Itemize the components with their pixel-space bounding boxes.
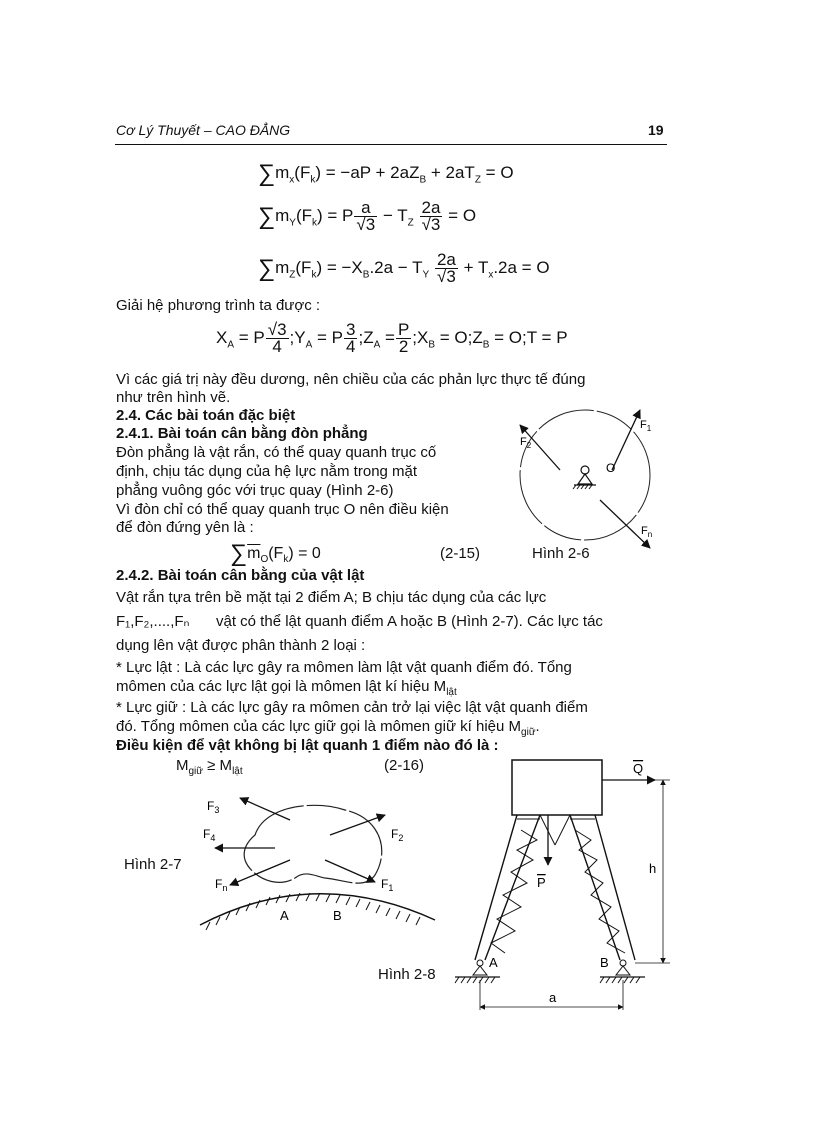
solution-line: $X_A = P$ $\frac{√3}{4}$ $;Y_A = P$ $\frac{3}{4}$ $;Z_A$ = $\frac{P}{2}$ $;X_B$ = $O;Z_B$ = O;T = P <box>216 320 568 356</box>
tower-right-leg <box>570 815 635 960</box>
label-f2: $F_2$ <box>520 436 532 450</box>
paragraph-line: dụng lên vật được phân thành 2 loại : <box>116 637 366 654</box>
ground-hatching <box>206 893 420 930</box>
label-a-dim: a <box>549 990 557 1005</box>
section-heading: 2.4.2. Bài toán cân bằng của vật lật <box>116 567 365 584</box>
label-f1: $F_1$ <box>381 877 394 893</box>
section-heading: 2.4. Các bài toán đặc biệt <box>116 407 296 424</box>
label-a: A <box>489 955 498 970</box>
force-f1-arrow <box>612 410 640 470</box>
equation-2-15: $\sum\overline{m}_O(F_k) = 0$ <box>230 540 321 567</box>
equation-mx: $\sum m_x(F_k) = -aP + 2aZ_B + 2aT_Z = O$ <box>258 160 514 187</box>
support-b <box>620 960 626 966</box>
equation-my: $\sum m_Y(F_k) = P$ $\frac{a}{√3}$ − $T_Z$ $\frac{2a}{√3}$ = O <box>258 198 477 234</box>
rigid-body-outline <box>244 805 382 883</box>
label-a: A <box>280 908 289 923</box>
bullet-line: * Lực giữ : Là các lực gây ra mômen cản trở lại việc lật vật quanh điểm <box>116 699 588 716</box>
figure-2-6-caption: Hình 2-6 <box>532 545 590 562</box>
tower-tank <box>512 760 602 815</box>
page-number: 19 <box>648 122 664 138</box>
figure-2-8 <box>445 755 685 1015</box>
paragraph-line: vật có thể lật quanh điểm A hoặc B (Hình 2-7). Các lực tác <box>216 613 603 630</box>
support-a <box>477 960 483 966</box>
figure-2-7 <box>195 790 445 940</box>
label-fn: $F_n$ <box>641 525 653 539</box>
tower-left-leg <box>475 815 540 960</box>
label-f4: $F_4$ <box>203 827 216 843</box>
equation-number: (2-16) <box>384 757 425 774</box>
paragraph-line: Vật rắn tựa trên bề mặt tại 2 điểm A; B chịu tác dụng của các lực <box>116 589 547 606</box>
force-fn-arrow <box>230 860 290 885</box>
label-fn: $F_n$ <box>215 877 228 893</box>
figure-2-8-caption: Hình 2-8 <box>378 966 436 983</box>
equation-2-16: $M_{giữ} \ge M_{lật}$ <box>176 757 243 777</box>
paragraph-line: phẳng vuông góc với trục quay (Hình 2-6) <box>116 482 394 499</box>
figure-2-7-caption: Hình 2-7 <box>124 856 182 873</box>
paragraph-line: như trên hình vẽ. <box>116 389 231 406</box>
solve-intro: Giải hệ phương trình ta được : <box>116 297 321 314</box>
label-f2: $F_2$ <box>391 827 404 843</box>
force-fn-arrow <box>600 500 653 548</box>
pivot-support <box>578 474 592 484</box>
header-rule <box>115 144 667 145</box>
bullet-line: mômen của các lực lật gọi là mômen lật kí hiệu $M_{lật}$ <box>116 678 457 698</box>
forces-list: F₁,F₂,....,Fₙ <box>116 613 190 630</box>
label-f3: $F_3$ <box>207 799 220 815</box>
pivot-o <box>581 466 589 474</box>
paragraph-line: Đòn phẳng là vật rắn, có thể quay quanh trục cố <box>116 444 437 461</box>
paragraph-line: để đòn đứng yên là : <box>116 519 254 536</box>
bullet-line: đó. Tổng mômen của các lực giữ gọi là mômen giữ kí hiệu $M_{giữ}$. <box>116 718 540 738</box>
equation-number: (2-15) <box>440 545 481 562</box>
bullet-line: * Lực lật : Là các lực gây ra mômen làm lật vật quanh điểm đó. Tổng <box>116 659 572 676</box>
label-o: O <box>606 461 616 475</box>
paragraph-line: định, chịu tác dụng của hệ lực nằm trong mặt <box>116 463 418 480</box>
label-h: h <box>649 861 657 876</box>
label-p: P <box>537 875 546 890</box>
label-q: Q <box>633 761 644 776</box>
equation-mz: $\sum m_Z(F_k) = -X_B.2a - T_Y$ $\frac{2a}{√3}$ + $T_x.2a = O$ <box>258 250 550 286</box>
label-b: B <box>600 955 609 970</box>
label-f1: $F_1$ <box>640 419 652 433</box>
running-header: Cơ Lý Thuyết – CAO ĐẲNG <box>116 122 291 138</box>
condition-line: Điều kiện để vật không bị lật quanh 1 điểm nào đó là : <box>116 737 499 754</box>
label-b: B <box>333 908 342 923</box>
paragraph-line: Vì các giá trị này đều dương, nên chiều của các phản lực thực tế đúng <box>116 371 586 388</box>
section-heading: 2.4.1. Bài toán cân bằng đòn phẳng <box>116 425 368 442</box>
force-f3-arrow <box>240 798 290 820</box>
paragraph-line: Vì đòn chỉ có thể quay quanh trục O nên điều kiện <box>116 501 449 518</box>
